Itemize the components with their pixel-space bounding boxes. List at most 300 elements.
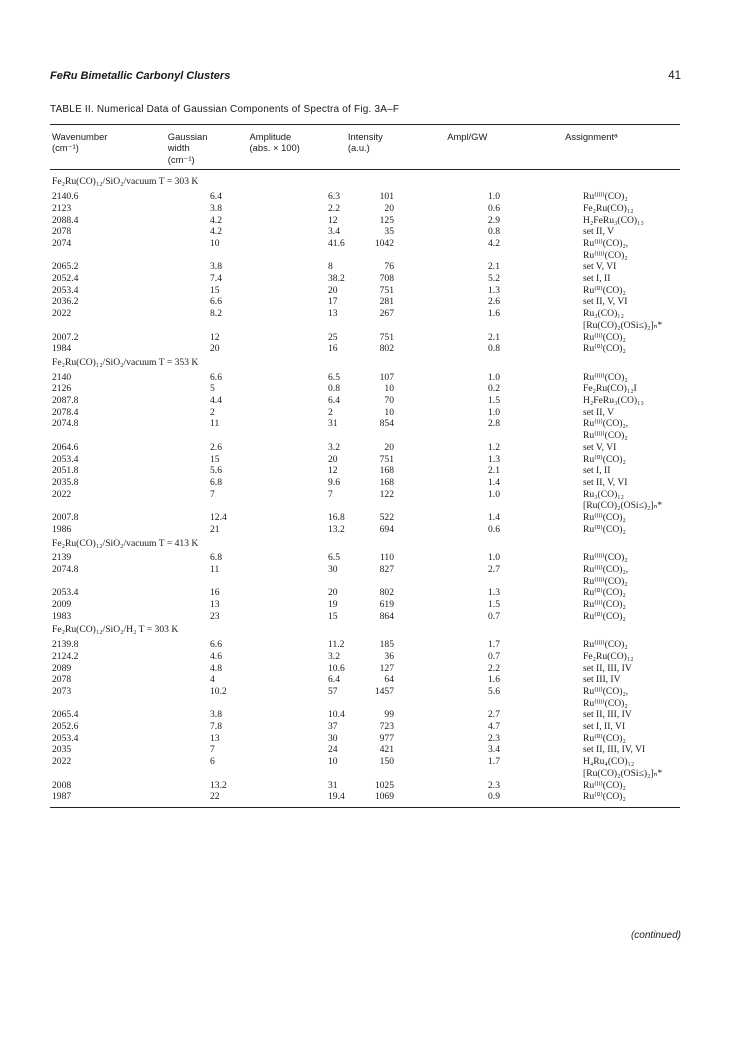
cell-ampl-gw: 1.6: [488, 674, 500, 686]
cell-assignment: set I, II, VI: [583, 721, 626, 733]
table-row: [50, 191, 680, 203]
cell-gaussian-width: 4.6: [210, 650, 222, 662]
cell-gaussian-width: 4.4: [210, 395, 222, 407]
cell-intensity: 827: [379, 563, 394, 575]
cell-ampl-gw: 2.3: [488, 779, 500, 791]
cell-gaussian-width: 5: [210, 383, 215, 395]
group-title: Fe₂Ru(CO)₁₂/SiO₂/H₂ T = 303 K: [52, 624, 179, 636]
table-row: [50, 721, 680, 733]
cell-amplitude: 6.5: [328, 552, 340, 564]
cell-gaussian-width: 8.2: [210, 308, 222, 320]
cell-assignment: Ru⁽⁰⁾(CO)₂: [583, 284, 626, 296]
cell-gaussian-width: 7.4: [210, 273, 222, 285]
cell-wavenumber: 2022: [52, 488, 72, 500]
table-top-rule: [50, 124, 680, 125]
header-amplitude: Amplitude (abs. × 100): [249, 131, 300, 154]
cell-assignment: Ru⁽⁰⁾(CO)₂: [583, 587, 626, 599]
cell-assignment: Ru⁽⁰⁾(CO)₂: [583, 523, 626, 535]
cell-gaussian-width: 10.2: [210, 685, 227, 697]
cell-intensity: 421: [379, 744, 394, 756]
cell-gaussian-width: 20: [210, 343, 220, 355]
cell-amplitude: 6.4: [328, 674, 340, 686]
data-table: [50, 124, 680, 808]
cell-assignment: Ru⁽ᴵᴵ⁾(CO)₂, Ru⁽ᴵᴵᴵ⁾(CO)₂: [583, 237, 629, 261]
cell-wavenumber: 2073: [52, 685, 72, 697]
cell-ampl-gw: 0.8: [488, 226, 500, 238]
cell-intensity: 101: [379, 191, 394, 203]
cell-amplitude: 6.3: [328, 191, 340, 203]
cell-intensity: 751: [379, 331, 394, 343]
cell-gaussian-width: 4.2: [210, 214, 222, 226]
condition-group: [50, 624, 680, 803]
cell-amplitude: 6.4: [328, 395, 340, 407]
cell-wavenumber: 2089: [52, 662, 72, 674]
table-row: [50, 674, 680, 686]
cell-intensity: 619: [379, 599, 394, 611]
table-row: [50, 215, 680, 227]
cell-amplitude: 57: [328, 685, 338, 697]
cell-ampl-gw: 2.6: [488, 296, 500, 308]
cell-wavenumber: 2052.4: [52, 273, 79, 285]
cell-amplitude: 12: [328, 214, 338, 226]
cell-amplitude: 6.5: [328, 371, 340, 383]
cell-gaussian-width: 7: [210, 488, 215, 500]
cell-wavenumber: 2036.2: [52, 296, 79, 308]
cell-amplitude: 30: [328, 732, 338, 744]
condition-group: [50, 357, 680, 536]
cell-ampl-gw: 1.0: [488, 406, 500, 418]
cell-gaussian-width: 22: [210, 791, 220, 803]
cell-wavenumber: 2035: [52, 744, 72, 756]
cell-gaussian-width: 6.6: [210, 371, 222, 383]
running-head: FeRu Bimetallic Carbonyl Clusters: [50, 70, 231, 82]
cell-amplitude: 2.2: [328, 202, 340, 214]
cell-amplitude: 19.4: [328, 791, 345, 803]
cell-amplitude: 17: [328, 296, 338, 308]
cell-amplitude: 24: [328, 744, 338, 756]
cell-gaussian-width: 4: [210, 674, 215, 686]
cell-gaussian-width: 3.8: [210, 709, 222, 721]
cell-amplitude: 3.2: [328, 441, 340, 453]
cell-intensity: 127: [379, 662, 394, 674]
cell-intensity: 10: [384, 383, 394, 395]
cell-assignment: Ru⁽ᴵᴵ⁾(CO)₂: [583, 331, 626, 343]
cell-intensity: 70: [384, 395, 394, 407]
cell-assignment: H₂FeRu₃(CO)₁₃: [583, 395, 644, 407]
cell-assignment: Fe₂Ru(CO)₁₂I: [583, 383, 637, 395]
cell-assignment: set I, II: [583, 465, 611, 477]
cell-intensity: 708: [379, 273, 394, 285]
cell-assignment: Ru₃(CO)₁₂ [Ru(CO)₂(OSi≤)₂]ₙ*: [583, 308, 663, 331]
cell-gaussian-width: 10: [210, 237, 220, 249]
cell-intensity: 35: [384, 226, 394, 238]
cell-gaussian-width: 5.6: [210, 465, 222, 477]
cell-wavenumber: 2009: [52, 599, 72, 611]
cell-amplitude: 30: [328, 563, 338, 575]
table-row: [50, 407, 680, 419]
cell-ampl-gw: 1.0: [488, 191, 500, 203]
cell-ampl-gw: 1.4: [488, 476, 500, 488]
cell-assignment: set II, III, IV: [583, 709, 632, 721]
cell-ampl-gw: 0.6: [488, 202, 500, 214]
cell-intensity: 751: [379, 453, 394, 465]
cell-ampl-gw: 1.5: [488, 599, 500, 611]
table-bottom-rule: [50, 807, 680, 808]
cell-intensity: 723: [379, 721, 394, 733]
page-number: 41: [668, 70, 681, 82]
cell-amplitude: 25: [328, 331, 338, 343]
cell-ampl-gw: 0.7: [488, 610, 500, 622]
cell-assignment: Ru⁽⁰⁾(CO)₂: [583, 791, 626, 803]
cell-wavenumber: 2053.4: [52, 453, 79, 465]
table-row: [50, 564, 680, 587]
cell-intensity: 20: [384, 441, 394, 453]
cell-ampl-gw: 5.2: [488, 273, 500, 285]
header-ampl-gw: Ampl/GW: [447, 131, 488, 142]
table-row: [50, 512, 680, 524]
cell-gaussian-width: 12: [210, 331, 220, 343]
table-row: [50, 552, 680, 564]
table-row: [50, 477, 680, 489]
cell-gaussian-width: 3.8: [210, 202, 222, 214]
cell-wavenumber: 2065.2: [52, 261, 79, 273]
cell-gaussian-width: 6.6: [210, 639, 222, 651]
cell-amplitude: 31: [328, 779, 338, 791]
cell-ampl-gw: 1.3: [488, 453, 500, 465]
cell-amplitude: 16: [328, 343, 338, 355]
cell-intensity: 122: [379, 488, 394, 500]
cell-wavenumber: 2124.2: [52, 650, 79, 662]
cell-intensity: 110: [379, 552, 394, 564]
cell-intensity: 99: [384, 709, 394, 721]
cell-wavenumber: 2053.4: [52, 732, 79, 744]
cell-wavenumber: 2126: [52, 383, 72, 395]
cell-ampl-gw: 5.6: [488, 685, 500, 697]
cell-amplitude: 2: [328, 406, 333, 418]
cell-amplitude: 3.2: [328, 650, 340, 662]
cell-amplitude: 10: [328, 756, 338, 768]
cell-amplitude: 37: [328, 721, 338, 733]
cell-amplitude: 3.4: [328, 226, 340, 238]
table-row: [50, 261, 680, 273]
cell-gaussian-width: 12.4: [210, 512, 227, 524]
cell-gaussian-width: 11: [210, 563, 220, 575]
cell-gaussian-width: 6: [210, 756, 215, 768]
cell-assignment: set II, V: [583, 406, 614, 418]
cell-wavenumber: 2052.6: [52, 721, 79, 733]
cell-ampl-gw: 1.0: [488, 371, 500, 383]
cell-ampl-gw: 1.5: [488, 395, 500, 407]
table-row: [50, 454, 680, 466]
table-row: [50, 611, 680, 623]
table-row: [50, 599, 680, 611]
cell-gaussian-width: 2.6: [210, 441, 222, 453]
cell-intensity: 281: [379, 296, 394, 308]
cell-assignment: Ru⁽ᴵᴵᴵ⁾(CO)₂: [583, 552, 628, 564]
header-intensity: Intensity (a.u.): [347, 131, 383, 154]
cell-wavenumber: 2074: [52, 237, 72, 249]
table-row: [50, 273, 680, 285]
cell-assignment: Ru⁽ᴵᴵᴵ⁾(CO)₂: [583, 371, 628, 383]
cell-gaussian-width: 16: [210, 587, 220, 599]
cell-ampl-gw: 2.8: [488, 418, 500, 430]
table-header-rule: [50, 169, 680, 170]
cell-intensity: 977: [379, 732, 394, 744]
table-row: [50, 285, 680, 297]
table-row: [50, 744, 680, 756]
cell-gaussian-width: 23: [210, 610, 220, 622]
cell-gaussian-width: 6.8: [210, 476, 222, 488]
table-row: [50, 709, 680, 721]
cell-intensity: 267: [379, 308, 394, 320]
cell-wavenumber: 2078: [52, 226, 72, 238]
cell-intensity: 522: [379, 512, 394, 524]
table-row: [50, 686, 680, 709]
cell-wavenumber: 2139.8: [52, 639, 79, 651]
cell-intensity: 1025: [374, 779, 394, 791]
cell-assignment: Ru⁽ᴵᴵ⁾(CO)₂: [583, 779, 626, 791]
cell-assignment: Ru⁽ᴵᴵ⁾(CO)₂, Ru⁽ᴵᴵᴵ⁾(CO)₂: [583, 685, 629, 709]
cell-wavenumber: 2008: [52, 779, 72, 791]
table-row: [50, 756, 680, 779]
cell-wavenumber: 2139: [52, 552, 72, 564]
cell-wavenumber: 1987: [52, 791, 72, 803]
cell-ampl-gw: 1.7: [488, 639, 500, 651]
cell-gaussian-width: 13: [210, 732, 220, 744]
cell-intensity: 802: [379, 587, 394, 599]
group-title: Fe₂Ru(CO)₁₂/SiO₂/vacuum T = 303 K: [52, 176, 199, 188]
cell-assignment: set I, II: [583, 273, 611, 285]
table-row: [50, 308, 680, 331]
cell-intensity: 1457: [374, 685, 394, 697]
table-row: [50, 489, 680, 512]
group-title: Fe₂Ru(CO)₁₂/SiO₂/vacuum T = 413 K: [52, 537, 199, 549]
cell-assignment: Fe₂Ru(CO)₁₂: [583, 650, 634, 662]
cell-ampl-gw: 4.2: [488, 237, 500, 249]
cell-intensity: 694: [379, 523, 394, 535]
cell-intensity: 185: [379, 639, 394, 651]
cell-assignment: Ru⁽⁰⁾(CO)₂: [583, 453, 626, 465]
cell-ampl-gw: 2.9: [488, 214, 500, 226]
cell-ampl-gw: 0.6: [488, 523, 500, 535]
cell-amplitude: 20: [328, 587, 338, 599]
cell-amplitude: 16.8: [328, 512, 345, 524]
header-wavenumber: Wavenumber (cm⁻¹): [52, 131, 108, 154]
cell-ampl-gw: 1.7: [488, 756, 500, 768]
cell-wavenumber: 2053.4: [52, 284, 79, 296]
cell-amplitude: 13.2: [328, 523, 345, 535]
condition-group: [50, 538, 680, 623]
cell-intensity: 864: [379, 610, 394, 622]
table-row: [50, 587, 680, 599]
cell-gaussian-width: 4.2: [210, 226, 222, 238]
cell-ampl-gw: 2.1: [488, 465, 500, 477]
cell-ampl-gw: 0.8: [488, 343, 500, 355]
cell-intensity: 76: [384, 261, 394, 273]
cell-gaussian-width: 4.8: [210, 662, 222, 674]
cell-ampl-gw: 1.4: [488, 512, 500, 524]
cell-amplitude: 0.8: [328, 383, 340, 395]
cell-wavenumber: 2088.4: [52, 214, 79, 226]
cell-assignment: set V, VI: [583, 261, 617, 273]
cell-wavenumber: 2078.4: [52, 406, 79, 418]
table-row: [50, 442, 680, 454]
table-row: [50, 395, 680, 407]
cell-ampl-gw: 1.0: [488, 488, 500, 500]
cell-intensity: 1042: [374, 237, 394, 249]
cell-intensity: 168: [379, 465, 394, 477]
table-row: [50, 639, 680, 651]
cell-amplitude: 19: [328, 599, 338, 611]
cell-gaussian-width: 7: [210, 744, 215, 756]
cell-gaussian-width: 7.8: [210, 721, 222, 733]
table-row: [50, 372, 680, 384]
cell-ampl-gw: 2.3: [488, 732, 500, 744]
cell-wavenumber: 1984: [52, 343, 72, 355]
cell-amplitude: 11.2: [328, 639, 345, 651]
cell-intensity: 64: [384, 674, 394, 686]
cell-assignment: H₄Ru₄(CO)₁₂ [Ru(CO)₂(OSi≤)₂]ₙ*: [583, 756, 663, 779]
table-body: [50, 176, 680, 803]
cell-intensity: 802: [379, 343, 394, 355]
table-row: [50, 780, 680, 792]
cell-ampl-gw: 2.2: [488, 662, 500, 674]
cell-wavenumber: 2064.6: [52, 441, 79, 453]
cell-assignment: Ru⁽ᴵᴵᴵ⁾(CO)₂: [583, 639, 628, 651]
cell-wavenumber: 2053.4: [52, 587, 79, 599]
cell-gaussian-width: 11: [210, 418, 220, 430]
cell-assignment: Ru⁽ᴵᴵ⁾(CO)₂, Ru⁽ᴵᴵᴵ⁾(CO)₂: [583, 563, 629, 587]
cell-intensity: 10: [384, 406, 394, 418]
cell-gaussian-width: 6.4: [210, 191, 222, 203]
cell-assignment: set III, IV: [583, 674, 621, 686]
cell-wavenumber: 2074.8: [52, 418, 79, 430]
cell-ampl-gw: 2.7: [488, 563, 500, 575]
cell-wavenumber: 2035.8: [52, 476, 79, 488]
cell-gaussian-width: 13.2: [210, 779, 227, 791]
cell-assignment: set V, VI: [583, 441, 617, 453]
table-row: [50, 203, 680, 215]
cell-ampl-gw: 0.9: [488, 791, 500, 803]
cell-assignment: set II, V, VI: [583, 296, 628, 308]
cell-intensity: 36: [384, 650, 394, 662]
cell-gaussian-width: 6.8: [210, 552, 222, 564]
cell-assignment: set II, III, IV: [583, 662, 632, 674]
cell-assignment: Ru⁽ᴵᴵᴵ⁾(CO)₂: [583, 191, 628, 203]
table-caption: TABLE II. Numerical Data of Gaussian Components of Spectra of Fig. 3A–F: [50, 104, 400, 115]
table-row: [50, 238, 680, 261]
cell-intensity: 125: [379, 214, 394, 226]
cell-amplitude: 31: [328, 418, 338, 430]
cell-amplitude: 7: [328, 488, 333, 500]
cell-ampl-gw: 2.1: [488, 331, 500, 343]
cell-gaussian-width: 15: [210, 284, 220, 296]
cell-intensity: 20: [384, 202, 394, 214]
cell-wavenumber: 1983: [52, 610, 72, 622]
cell-assignment: Ru⁽ᴵᴵ⁾(CO)₂: [583, 512, 626, 524]
header-assignment: Assignmentᵃ: [565, 131, 618, 142]
table-row: [50, 524, 680, 536]
cell-ampl-gw: 2.1: [488, 261, 500, 273]
cell-intensity: 1069: [374, 791, 394, 803]
cell-amplitude: 10.4: [328, 709, 345, 721]
cell-assignment: set II, V, VI: [583, 476, 628, 488]
cell-assignment: Ru⁽⁰⁾(CO)₂: [583, 732, 626, 744]
cell-ampl-gw: 0.2: [488, 383, 500, 395]
cell-wavenumber: 2087.8: [52, 395, 79, 407]
table-row: [50, 663, 680, 675]
table-row: [50, 226, 680, 238]
table-row: [50, 332, 680, 344]
table-row: [50, 733, 680, 745]
cell-assignment: H₂FeRu₃(CO)₁₃: [583, 214, 644, 226]
cell-ampl-gw: 1.3: [488, 587, 500, 599]
cell-gaussian-width: 6.6: [210, 296, 222, 308]
table-header-row: [50, 131, 680, 165]
cell-amplitude: 13: [328, 308, 338, 320]
cell-assignment: Ru⁽ᴵᴵ⁾(CO)₂, Ru⁽ᴵᴵᴵ⁾(CO)₂: [583, 418, 629, 442]
cell-assignment: Ru⁽⁰⁾(CO)₂: [583, 343, 626, 355]
cell-wavenumber: 2051.8: [52, 465, 79, 477]
cell-amplitude: 38.2: [328, 273, 345, 285]
cell-ampl-gw: 1.6: [488, 308, 500, 320]
cell-amplitude: 8: [328, 261, 333, 273]
cell-gaussian-width: 13: [210, 599, 220, 611]
cell-wavenumber: 2074.8: [52, 563, 79, 575]
cell-wavenumber: 2123: [52, 202, 72, 214]
cell-ampl-gw: 1.0: [488, 552, 500, 564]
table-row: [50, 383, 680, 395]
cell-ampl-gw: 2.7: [488, 709, 500, 721]
header-gaussian-width: Gaussian width (cm⁻¹): [167, 131, 208, 165]
cell-gaussian-width: 21: [210, 523, 220, 535]
table-row: [50, 651, 680, 663]
cell-ampl-gw: 0.7: [488, 650, 500, 662]
cell-ampl-gw: 4.7: [488, 721, 500, 733]
cell-assignment: set II, V: [583, 226, 614, 238]
cell-assignment: Ru⁽⁰⁾(CO)₂: [583, 610, 626, 622]
cell-ampl-gw: 1.3: [488, 284, 500, 296]
cell-assignment: Ru⁽ᴵᴵ⁾(CO)₂: [583, 599, 626, 611]
cell-wavenumber: 2022: [52, 308, 72, 320]
cell-ampl-gw: 3.4: [488, 744, 500, 756]
cell-wavenumber: 2140.6: [52, 191, 79, 203]
cell-wavenumber: 2078: [52, 674, 72, 686]
cell-wavenumber: 2007.2: [52, 331, 79, 343]
table-row: [50, 343, 680, 355]
cell-amplitude: 12: [328, 465, 338, 477]
cell-amplitude: 10.6: [328, 662, 345, 674]
cell-assignment: Fe₂Ru(CO)₁₂: [583, 202, 634, 214]
cell-wavenumber: 2007.8: [52, 512, 79, 524]
table-row: [50, 791, 680, 803]
cell-amplitude: 41.6: [328, 237, 345, 249]
cell-gaussian-width: 2: [210, 406, 215, 418]
cell-amplitude: 20: [328, 453, 338, 465]
cell-wavenumber: 2065.4: [52, 709, 79, 721]
cell-intensity: 854: [379, 418, 394, 430]
cell-intensity: 168: [379, 476, 394, 488]
cell-assignment: set II, III, IV, VI: [583, 744, 646, 756]
table-row: [50, 296, 680, 308]
cell-wavenumber: 1986: [52, 523, 72, 535]
cell-intensity: 751: [379, 284, 394, 296]
cell-wavenumber: 2022: [52, 756, 72, 768]
cell-intensity: 150: [379, 756, 394, 768]
group-title: Fe₂Ru(CO)₁₂/SiO₂/vacuum T = 353 K: [52, 356, 199, 368]
table-row: [50, 418, 680, 441]
cell-gaussian-width: 15: [210, 453, 220, 465]
